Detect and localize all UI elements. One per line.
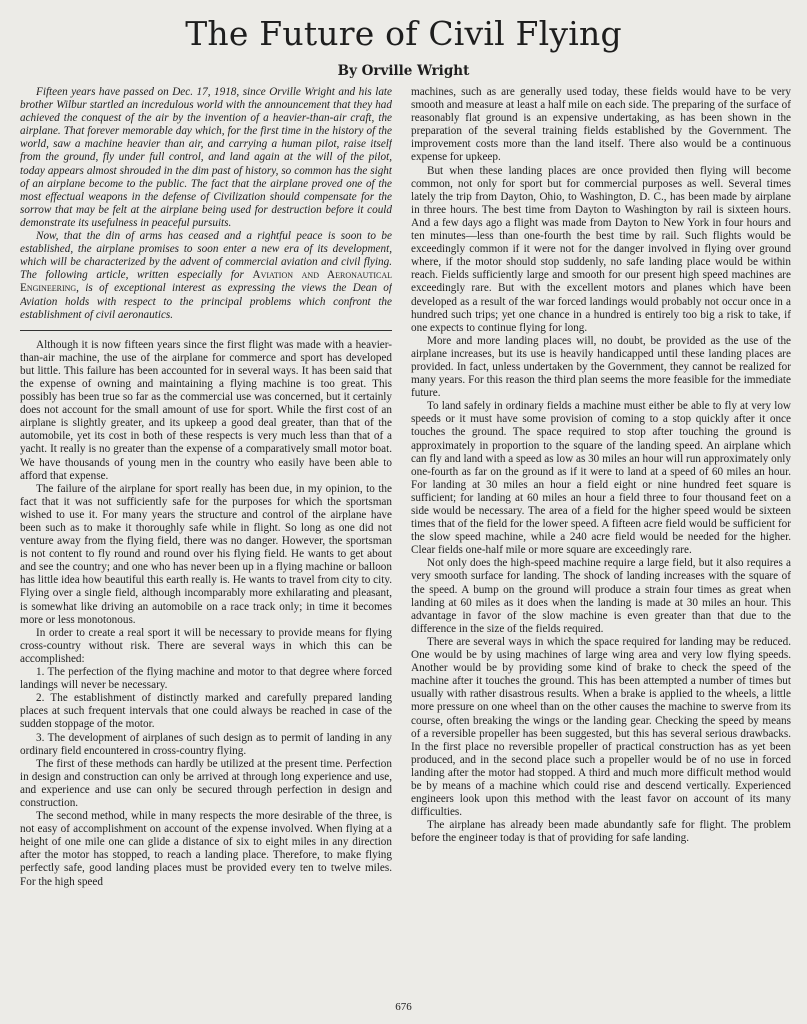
intro-paragraph: Fifteen years have passed on Dec. 17, 1918, since Orville Wright and his late brother Wilbur startled an incredulous world with the announcement that they had achieved the conquest of the air by the invention of a heavier-than-air craft, the airplane. That forever memorable day which, for the first time in the history of the world, saw a machine heavier than air, and carrying a human pilot, raise itself from the ground, fly under full control, and land again at the will of the pilot, today appears almost shrouded in the dim past of history, so common has the sight of an airplane become to the public. The fact that the airplane proved one of the most effectual weapons in the defense of Civilization should compensate for the sorrow that may be felt at the airplane being used for destruction before it could demonstrate its usefulness in peaceful pursuits. [20,86,392,229]
editorial-intro [20,86,392,322]
intro-paragraph [20,230,392,322]
article-title: The Future of Civil Flying [185,14,622,53]
article-byline: By Orville Wright [337,63,470,79]
intro-text: Now, that the din of arms has ceased and a rightful peace is soon to be established, the airplane promises to soon enter a new era of its development, which will be characterized by the advent of commercial aviation and civil flying. The following article, written especially for [20,230,392,282]
body-paragraph: Although it is now fifteen years since the first flight was made with a heavier-than-air machine, the use of the airplane for commerce and sport has developed but little. This failure has been accounted for in several ways. It has been said that the expense of owning and maintaining a flying machine is too great. This possibly has been true so far as the commercial use was concerned, but it certainly does not account for the small amount of use for sport. While the first cost of an airplane is slightly greater, and its upkeep a good deal greater, than that of the automobile, yet its cost in both of these respects is very much less than that of a yacht. It really is no greater than the expense of a comparatively small motor boat. We have thousands of young men in the country who easily have been able to afford that expense. [20,338,392,482]
body-paragraph: More and more landing places will, no doubt, be provided as the use of the airplane increases, but its use is heavily handicapped until these landing places are provided. In fact, unless undertaken by the Government, they cannot be realized for many years. For this reason the third plan seems the more feasible for the immediate future. [411,334,791,400]
body-paragraph: In order to create a real sport it will be necessary to provide means for flying cross-country without risk. There are several ways in which this can be accomplished: [20,626,392,665]
list-item: 2. The establishment of distinctly marked and carefully prepared landing places at such frequent intervals that one could always be reached in case of the sudden stoppage of the motor. [20,692,392,731]
journal-name: Aviation and Aeronautical Engineering [20,269,392,295]
body-paragraph: But when these landing places are once provided then flying will become common, not only for sport but for commercial purposes as well. Several times lately the trip from Dayton, Ohio, to Washington, D. C., has been made by airplane in three hours. The best time from Dayton to Washington by rail is sixteen hours. And a few days ago a flight was made from Dayton to New York in four hours and ten minutes—less than one-fourth the best time by rail. Such flights would be exceedingly common if it were not for the danger involved in flying over ground where, if the motor should stop suddenly, no safe landing place would be within reach. Fields sufficiently large and smooth for our present high speed machines are exceedingly rare. But with the excellent motors and planes which have been developed as a result of the war forced landings would probably not occur once in a hundred such trips; yet one chance in a hundred is entirely too big a risk to take, if one expects to continue flying for long. [411,164,791,334]
article-body-right [411,86,791,845]
intro-divider [20,330,392,331]
body-paragraph: The second method, while in many respects the more desirable of the three, is not easy of accomplishment on account of the expense involved. When flying at a height of one mile one can glide a distance of six to eight miles in any direction after the motor has stopped, to reach a landing place. Therefore, to make flying perfectly safe, good landing places must be provided every ten to twelve miles. For the high speed [20,810,392,888]
body-paragraph: To land safely in ordinary fields a machine must either be able to fly at very low speeds or it must have some provision of coming to a stop quickly after it once touches the ground. The space required to stop after touching the ground is approximately in proportion to the square of the landing speed. An airplane which can fly and land with a speed as low as 30 miles an hour will run approximately only one-fourth as far on the ground as if it were to land at a speed of 60 miles an hour. For landing at 30 miles an hour a field eight or nine hundred feet square is sufficient; for landing at 60 miles an hour a field three to four thousand feet on a side would be necessary. The area of a field for the higher speed would be sixteen times that of the field for the lower speed. A fifteen acre field would be sufficient for the slow speed machine, while a 240 acre field would be needed for the higher. Clear fields one-half mile or more square are exceedingly rare. [411,400,791,557]
body-paragraph: The airplane has already been made abundantly safe for flight. The problem before the engineer today is that of providing for safe landing. [411,819,791,845]
body-paragraph: The first of these methods can hardly be utilized at the present time. Perfection in design and construction can only be arrived at through long experience and use, and experience and use can only be secured through perfection in design and construction. [20,757,392,809]
right-column [411,86,791,998]
body-paragraph: There are several ways in which the space required for landing may be reduced. One would be by using machines of large wing area and very low flying speeds. Another would be by providing some kind of brake to check the speed of the machine after it touches the ground. This has been attempted a number of times but usually with rather disastrous results. When a brake is applied to the wheels, a little more pressure on one wheel than on the other causes the machine to swerve from its course, often breaking the wings or the landing gear. Checking the speed by means of a reversible propeller has been suggested, but this has several serious drawbacks. In the first place no reversible propeller of practical construction has as yet been produced, and in the second place such a propeller would be of no use in forced landing after the motor had stopped. A third and much more difficult method would be by means of a machine which could rise and descend vertically. Experienced engineers look upon this method with the least favor on account of its many difficulties. [411,635,791,819]
body-paragraph: machines, such as are generally used today, these fields would have to be very smooth and measure at least a half mile on each side. The preparing of the surface of reasonably flat ground is an expensive undertaking, as has been shown in the preparation of the several training fields established by the Government. The improvement costs more than the land itself. There also would be a continuous expense for upkeep. [411,86,791,164]
list-item: 3. The development of airplanes of such design as to permit of landing in any ordinary field encountered in cross-country flying. [20,731,392,757]
page-number: 676 [395,1001,412,1013]
intro-text: , is of exceptional interest as expressing the views the Dean of Aviation holds with respect to the principal problems which confront the establishment of civil aeronautics. [20,282,392,321]
list-item: 1. The perfection of the flying machine and motor to that degree where forced landings will never be necessary. [20,666,392,692]
article-body-left [20,339,392,889]
body-paragraph: Not only does the high-speed machine require a large field, but it also requires a very smooth surface for landing. The shock of landing increases with the square of the speed. A bump on the ground will produce a strain four times as great when landing at 60 miles as it does when the landing is made at 30 miles an hour. This advantage in favor of the slow machine is even greater than that due to the difference in the size of the fields required. [411,557,791,635]
body-paragraph: The failure of the airplane for sport really has been due, in my opinion, to the fact that it was not sufficiently safe for the purposes for which the sportsman wished to use it. For many years the structure and control of the airplane have been such as to make it thoroughly safe while in flight. So long as one did not venture away from the flying field, there was no danger. However, the sportsman is not content to fly round and round over his flying field. He wants to get about and see the country; and one who has never been up in a flying machine or balloon has little idea how beautiful this earth really is. He wants to travel from city to city. Flying over a single field, although incomparably more exhilarating and pleasant, is somewhat like driving an automobile on a race track only; in time it becomes more or less monotonous. [20,482,392,626]
left-column [20,86,392,998]
